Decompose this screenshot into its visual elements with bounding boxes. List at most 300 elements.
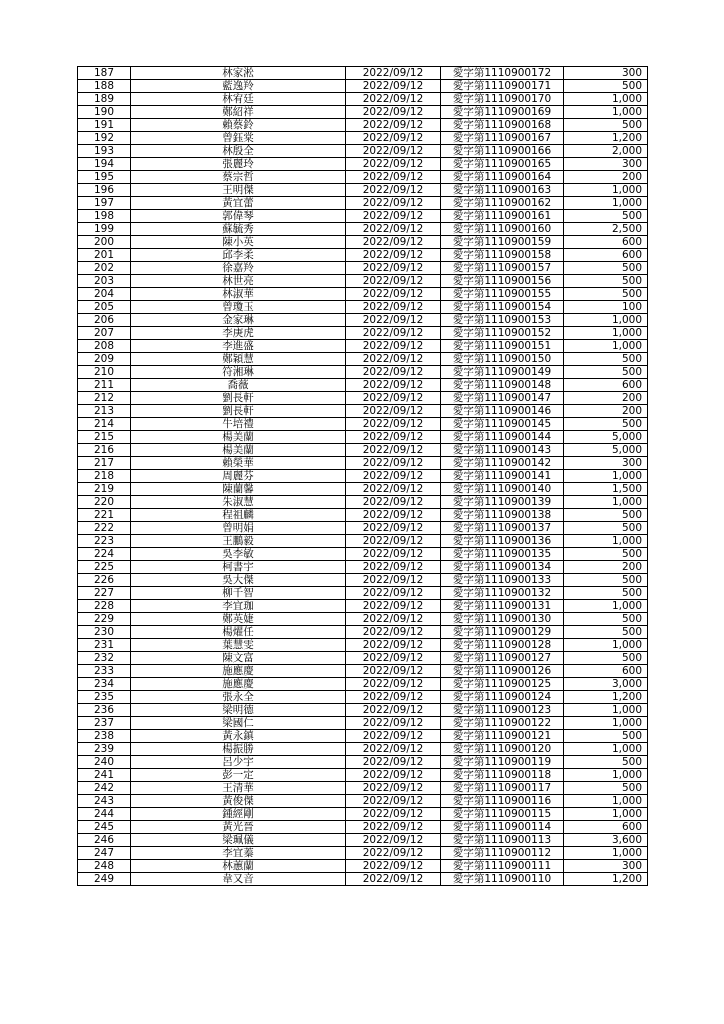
row-number-cell: 215 bbox=[78, 431, 131, 444]
donation-date-cell: 2022/09/12 bbox=[346, 80, 441, 93]
row-number-cell: 192 bbox=[78, 132, 131, 145]
donation-date-cell: 2022/09/12 bbox=[346, 470, 441, 483]
receipt-number-cell: 愛字第1110900157 bbox=[441, 262, 564, 275]
row-number-cell: 241 bbox=[78, 769, 131, 782]
row-number-cell: 232 bbox=[78, 652, 131, 665]
table-row bbox=[78, 132, 648, 145]
donor-name-cell: 陳小英 bbox=[131, 236, 346, 249]
receipt-number-cell: 愛字第1110900114 bbox=[441, 821, 564, 834]
donation-date-cell: 2022/09/12 bbox=[346, 717, 441, 730]
donor-name-cell: 吳李敏 bbox=[131, 548, 346, 561]
amount-cell: 1,200 bbox=[564, 873, 648, 886]
receipt-number-cell: 愛字第1110900156 bbox=[441, 275, 564, 288]
row-number-cell: 201 bbox=[78, 249, 131, 262]
receipt-number-cell: 愛字第1110900140 bbox=[441, 483, 564, 496]
amount-cell: 1,000 bbox=[564, 743, 648, 756]
row-number-cell: 191 bbox=[78, 119, 131, 132]
amount-cell: 500 bbox=[564, 262, 648, 275]
row-number-cell: 242 bbox=[78, 782, 131, 795]
donor-name-cell: 林世亮 bbox=[131, 275, 346, 288]
donation-date-cell: 2022/09/12 bbox=[346, 379, 441, 392]
donation-date-cell: 2022/09/12 bbox=[346, 197, 441, 210]
row-number-cell: 245 bbox=[78, 821, 131, 834]
table-row bbox=[78, 444, 648, 457]
donor-name-cell: 蔡宗哲 bbox=[131, 171, 346, 184]
amount-cell: 1,000 bbox=[564, 184, 648, 197]
receipt-number-cell: 愛字第1110900137 bbox=[441, 522, 564, 535]
table-row bbox=[78, 80, 648, 93]
donor-name-cell: 柳千智 bbox=[131, 587, 346, 600]
donation-date-cell: 2022/09/12 bbox=[346, 600, 441, 613]
table-row bbox=[78, 275, 648, 288]
receipt-number-cell: 愛字第1110900143 bbox=[441, 444, 564, 457]
donation-date-cell: 2022/09/12 bbox=[346, 444, 441, 457]
donation-date-cell: 2022/09/12 bbox=[346, 353, 441, 366]
donation-date-cell: 2022/09/12 bbox=[346, 119, 441, 132]
receipt-number-cell: 愛字第1110900130 bbox=[441, 613, 564, 626]
donation-date-cell: 2022/09/12 bbox=[346, 106, 441, 119]
table-row bbox=[78, 262, 648, 275]
donation-date-cell: 2022/09/12 bbox=[346, 652, 441, 665]
amount-cell: 100 bbox=[564, 301, 648, 314]
receipt-number-cell: 愛字第1110900126 bbox=[441, 665, 564, 678]
row-number-cell: 244 bbox=[78, 808, 131, 821]
donation-date-cell: 2022/09/12 bbox=[346, 730, 441, 743]
row-number-cell: 203 bbox=[78, 275, 131, 288]
receipt-number-cell: 愛字第1110900128 bbox=[441, 639, 564, 652]
donation-date-cell: 2022/09/12 bbox=[346, 405, 441, 418]
donation-table bbox=[77, 66, 648, 886]
donor-name-cell: 曾瓊玉 bbox=[131, 301, 346, 314]
donor-name-cell: 梁國仁 bbox=[131, 717, 346, 730]
receipt-number-cell: 愛字第1110900132 bbox=[441, 587, 564, 600]
donor-name-cell: 喬薇 bbox=[131, 379, 346, 392]
donation-date-cell: 2022/09/12 bbox=[346, 782, 441, 795]
amount-cell: 500 bbox=[564, 782, 648, 795]
donation-date-cell: 2022/09/12 bbox=[346, 522, 441, 535]
row-number-cell: 231 bbox=[78, 639, 131, 652]
receipt-number-cell: 愛字第1110900154 bbox=[441, 301, 564, 314]
donor-name-cell: 藍逸羚 bbox=[131, 80, 346, 93]
amount-cell: 200 bbox=[564, 405, 648, 418]
donation-date-cell: 2022/09/12 bbox=[346, 795, 441, 808]
row-number-cell: 202 bbox=[78, 262, 131, 275]
table-row bbox=[78, 782, 648, 795]
receipt-number-cell: 愛字第1110900141 bbox=[441, 470, 564, 483]
table-row bbox=[78, 691, 648, 704]
row-number-cell: 216 bbox=[78, 444, 131, 457]
receipt-number-cell: 愛字第1110900125 bbox=[441, 678, 564, 691]
donor-name-cell: 金家琳 bbox=[131, 314, 346, 327]
receipt-number-cell: 愛字第1110900164 bbox=[441, 171, 564, 184]
row-number-cell: 218 bbox=[78, 470, 131, 483]
table-row bbox=[78, 223, 648, 236]
donor-name-cell: 周麗芬 bbox=[131, 470, 346, 483]
table-row bbox=[78, 795, 648, 808]
donor-name-cell: 陳蘭馨 bbox=[131, 483, 346, 496]
amount-cell: 500 bbox=[564, 288, 648, 301]
donation-date-cell: 2022/09/12 bbox=[346, 561, 441, 574]
receipt-number-cell: 愛字第1110900167 bbox=[441, 132, 564, 145]
amount-cell: 500 bbox=[564, 119, 648, 132]
amount-cell: 3,600 bbox=[564, 834, 648, 847]
amount-cell: 1,000 bbox=[564, 197, 648, 210]
table-row bbox=[78, 93, 648, 106]
row-number-cell: 208 bbox=[78, 340, 131, 353]
table-row bbox=[78, 587, 648, 600]
row-number-cell: 194 bbox=[78, 158, 131, 171]
amount-cell: 1,000 bbox=[564, 327, 648, 340]
receipt-number-cell: 愛字第1110900161 bbox=[441, 210, 564, 223]
amount-cell: 600 bbox=[564, 236, 648, 249]
donation-date-cell: 2022/09/12 bbox=[346, 366, 441, 379]
table-row bbox=[78, 145, 648, 158]
row-number-cell: 217 bbox=[78, 457, 131, 470]
donation-date-cell: 2022/09/12 bbox=[346, 210, 441, 223]
receipt-number-cell: 愛字第1110900113 bbox=[441, 834, 564, 847]
table-row bbox=[78, 236, 648, 249]
donation-date-cell: 2022/09/12 bbox=[346, 678, 441, 691]
amount-cell: 200 bbox=[564, 561, 648, 574]
donor-name-cell: 鄭英婕 bbox=[131, 613, 346, 626]
table-row bbox=[78, 743, 648, 756]
table-row bbox=[78, 379, 648, 392]
row-number-cell: 187 bbox=[78, 67, 131, 80]
receipt-number-cell: 愛字第1110900148 bbox=[441, 379, 564, 392]
receipt-number-cell: 愛字第1110900146 bbox=[441, 405, 564, 418]
table-row bbox=[78, 301, 648, 314]
donation-date-cell: 2022/09/12 bbox=[346, 509, 441, 522]
table-row bbox=[78, 405, 648, 418]
donation-date-cell: 2022/09/12 bbox=[346, 587, 441, 600]
donor-name-cell: 郭偉琴 bbox=[131, 210, 346, 223]
row-number-cell: 227 bbox=[78, 587, 131, 600]
row-number-cell: 226 bbox=[78, 574, 131, 587]
row-number-cell: 200 bbox=[78, 236, 131, 249]
amount-cell: 1,000 bbox=[564, 470, 648, 483]
amount-cell: 300 bbox=[564, 67, 648, 80]
receipt-number-cell: 愛字第1110900165 bbox=[441, 158, 564, 171]
amount-cell: 1,000 bbox=[564, 808, 648, 821]
row-number-cell: 229 bbox=[78, 613, 131, 626]
table-row bbox=[78, 522, 648, 535]
donor-name-cell: 楊美蘭 bbox=[131, 444, 346, 457]
row-number-cell: 220 bbox=[78, 496, 131, 509]
row-number-cell: 197 bbox=[78, 197, 131, 210]
donation-date-cell: 2022/09/12 bbox=[346, 626, 441, 639]
donor-name-cell: 陳文富 bbox=[131, 652, 346, 665]
amount-cell: 5,000 bbox=[564, 431, 648, 444]
table-row bbox=[78, 652, 648, 665]
donation-date-cell: 2022/09/12 bbox=[346, 262, 441, 275]
donation-date-cell: 2022/09/12 bbox=[346, 860, 441, 873]
table-row bbox=[78, 873, 648, 886]
donation-date-cell: 2022/09/12 bbox=[346, 223, 441, 236]
receipt-number-cell: 愛字第1110900149 bbox=[441, 366, 564, 379]
donation-date-cell: 2022/09/12 bbox=[346, 457, 441, 470]
table-row bbox=[78, 67, 648, 80]
receipt-number-cell: 愛字第1110900171 bbox=[441, 80, 564, 93]
donation-date-cell: 2022/09/12 bbox=[346, 834, 441, 847]
donor-name-cell: 黃俊傑 bbox=[131, 795, 346, 808]
amount-cell: 200 bbox=[564, 171, 648, 184]
donor-name-cell: 李宜珈 bbox=[131, 600, 346, 613]
donor-name-cell: 李庚虎 bbox=[131, 327, 346, 340]
row-number-cell: 207 bbox=[78, 327, 131, 340]
table-row bbox=[78, 340, 648, 353]
donor-name-cell: 吳大傑 bbox=[131, 574, 346, 587]
table-row bbox=[78, 483, 648, 496]
receipt-number-cell: 愛字第1110900122 bbox=[441, 717, 564, 730]
amount-cell: 1,000 bbox=[564, 106, 648, 119]
donation-date-cell: 2022/09/12 bbox=[346, 158, 441, 171]
row-number-cell: 249 bbox=[78, 873, 131, 886]
donor-name-cell: 鄭穎慧 bbox=[131, 353, 346, 366]
donor-name-cell: 曾鈺棠 bbox=[131, 132, 346, 145]
receipt-number-cell: 愛字第1110900112 bbox=[441, 847, 564, 860]
receipt-number-cell: 愛字第1110900142 bbox=[441, 457, 564, 470]
receipt-number-cell: 愛字第1110900138 bbox=[441, 509, 564, 522]
table-row bbox=[78, 730, 648, 743]
donation-date-cell: 2022/09/12 bbox=[346, 574, 441, 587]
receipt-number-cell: 愛字第1110900118 bbox=[441, 769, 564, 782]
row-number-cell: 204 bbox=[78, 288, 131, 301]
amount-cell: 600 bbox=[564, 249, 648, 262]
amount-cell: 500 bbox=[564, 548, 648, 561]
table-row bbox=[78, 834, 648, 847]
receipt-number-cell: 愛字第1110900111 bbox=[441, 860, 564, 873]
table-row bbox=[78, 600, 648, 613]
donor-name-cell: 鄭紹祥 bbox=[131, 106, 346, 119]
receipt-number-cell: 愛字第1110900127 bbox=[441, 652, 564, 665]
table-row bbox=[78, 496, 648, 509]
donor-name-cell: 王鵬毅 bbox=[131, 535, 346, 548]
row-number-cell: 236 bbox=[78, 704, 131, 717]
donor-name-cell: 黃宜蕾 bbox=[131, 197, 346, 210]
donor-name-cell: 王明傑 bbox=[131, 184, 346, 197]
donation-date-cell: 2022/09/12 bbox=[346, 171, 441, 184]
amount-cell: 1,000 bbox=[564, 847, 648, 860]
row-number-cell: 196 bbox=[78, 184, 131, 197]
amount-cell: 1,000 bbox=[564, 795, 648, 808]
donor-name-cell: 柯書宇 bbox=[131, 561, 346, 574]
receipt-number-cell: 愛字第1110900135 bbox=[441, 548, 564, 561]
donation-date-cell: 2022/09/12 bbox=[346, 132, 441, 145]
table-row bbox=[78, 548, 648, 561]
donor-name-cell: 李進盛 bbox=[131, 340, 346, 353]
table-row bbox=[78, 314, 648, 327]
donation-date-cell: 2022/09/12 bbox=[346, 769, 441, 782]
table-row bbox=[78, 353, 648, 366]
row-number-cell: 234 bbox=[78, 678, 131, 691]
row-number-cell: 209 bbox=[78, 353, 131, 366]
amount-cell: 500 bbox=[564, 353, 648, 366]
amount-cell: 1,000 bbox=[564, 717, 648, 730]
receipt-number-cell: 愛字第1110900147 bbox=[441, 392, 564, 405]
table-row bbox=[78, 327, 648, 340]
donor-name-cell: 鍾經剛 bbox=[131, 808, 346, 821]
table-row bbox=[78, 249, 648, 262]
row-number-cell: 237 bbox=[78, 717, 131, 730]
donor-name-cell: 賴蔡鈴 bbox=[131, 119, 346, 132]
receipt-number-cell: 愛字第1110900134 bbox=[441, 561, 564, 574]
donor-name-cell: 黃永鎮 bbox=[131, 730, 346, 743]
donor-name-cell: 林蕙蘭 bbox=[131, 860, 346, 873]
donation-date-cell: 2022/09/12 bbox=[346, 236, 441, 249]
donation-date-cell: 2022/09/12 bbox=[346, 249, 441, 262]
row-number-cell: 211 bbox=[78, 379, 131, 392]
donor-name-cell: 韋又音 bbox=[131, 873, 346, 886]
donor-name-cell: 施應慶 bbox=[131, 665, 346, 678]
amount-cell: 500 bbox=[564, 756, 648, 769]
donation-date-cell: 2022/09/12 bbox=[346, 93, 441, 106]
row-number-cell: 235 bbox=[78, 691, 131, 704]
receipt-number-cell: 愛字第1110900121 bbox=[441, 730, 564, 743]
receipt-number-cell: 愛字第1110900162 bbox=[441, 197, 564, 210]
donation-date-cell: 2022/09/12 bbox=[346, 847, 441, 860]
amount-cell: 1,200 bbox=[564, 691, 648, 704]
receipt-number-cell: 愛字第1110900152 bbox=[441, 327, 564, 340]
amount-cell: 200 bbox=[564, 392, 648, 405]
row-number-cell: 214 bbox=[78, 418, 131, 431]
row-number-cell: 212 bbox=[78, 392, 131, 405]
donation-date-cell: 2022/09/12 bbox=[346, 314, 441, 327]
donor-name-cell: 劉長軒 bbox=[131, 392, 346, 405]
table-row bbox=[78, 366, 648, 379]
amount-cell: 500 bbox=[564, 587, 648, 600]
receipt-number-cell: 愛字第1110900116 bbox=[441, 795, 564, 808]
row-number-cell: 246 bbox=[78, 834, 131, 847]
donation-date-cell: 2022/09/12 bbox=[346, 327, 441, 340]
donation-date-cell: 2022/09/12 bbox=[346, 67, 441, 80]
row-number-cell: 190 bbox=[78, 106, 131, 119]
receipt-number-cell: 愛字第1110900153 bbox=[441, 314, 564, 327]
table-row bbox=[78, 847, 648, 860]
row-number-cell: 193 bbox=[78, 145, 131, 158]
donor-name-cell: 曾明娟 bbox=[131, 522, 346, 535]
donor-name-cell: 王清華 bbox=[131, 782, 346, 795]
donation-date-cell: 2022/09/12 bbox=[346, 821, 441, 834]
receipt-number-cell: 愛字第1110900131 bbox=[441, 600, 564, 613]
amount-cell: 1,000 bbox=[564, 496, 648, 509]
donor-name-cell: 林淑華 bbox=[131, 288, 346, 301]
table-row bbox=[78, 158, 648, 171]
table-row bbox=[78, 717, 648, 730]
row-number-cell: 240 bbox=[78, 756, 131, 769]
receipt-number-cell: 愛字第1110900133 bbox=[441, 574, 564, 587]
donation-date-cell: 2022/09/12 bbox=[346, 145, 441, 158]
donation-date-cell: 2022/09/12 bbox=[346, 535, 441, 548]
amount-cell: 500 bbox=[564, 522, 648, 535]
donation-date-cell: 2022/09/12 bbox=[346, 418, 441, 431]
donor-name-cell: 朱淑慧 bbox=[131, 496, 346, 509]
amount-cell: 600 bbox=[564, 665, 648, 678]
donation-date-cell: 2022/09/12 bbox=[346, 873, 441, 886]
amount-cell: 1,000 bbox=[564, 600, 648, 613]
receipt-number-cell: 愛字第1110900150 bbox=[441, 353, 564, 366]
donor-name-cell: 林殷全 bbox=[131, 145, 346, 158]
amount-cell: 300 bbox=[564, 457, 648, 470]
amount-cell: 500 bbox=[564, 418, 648, 431]
receipt-number-cell: 愛字第1110900120 bbox=[441, 743, 564, 756]
amount-cell: 1,000 bbox=[564, 704, 648, 717]
row-number-cell: 228 bbox=[78, 600, 131, 613]
donor-name-cell: 林家淞 bbox=[131, 67, 346, 80]
table-row bbox=[78, 860, 648, 873]
amount-cell: 300 bbox=[564, 158, 648, 171]
receipt-number-cell: 愛字第1110900169 bbox=[441, 106, 564, 119]
receipt-number-cell: 愛字第1110900151 bbox=[441, 340, 564, 353]
donation-date-cell: 2022/09/12 bbox=[346, 340, 441, 353]
donor-name-cell: 彭一定 bbox=[131, 769, 346, 782]
donor-name-cell: 程祖麟 bbox=[131, 509, 346, 522]
receipt-number-cell: 愛字第1110900144 bbox=[441, 431, 564, 444]
row-number-cell: 222 bbox=[78, 522, 131, 535]
row-number-cell: 243 bbox=[78, 795, 131, 808]
donor-name-cell: 葉慧雯 bbox=[131, 639, 346, 652]
receipt-number-cell: 愛字第1110900117 bbox=[441, 782, 564, 795]
row-number-cell: 247 bbox=[78, 847, 131, 860]
donation-date-cell: 2022/09/12 bbox=[346, 808, 441, 821]
amount-cell: 500 bbox=[564, 366, 648, 379]
amount-cell: 300 bbox=[564, 860, 648, 873]
row-number-cell: 223 bbox=[78, 535, 131, 548]
donation-date-cell: 2022/09/12 bbox=[346, 743, 441, 756]
row-number-cell: 230 bbox=[78, 626, 131, 639]
donation-date-cell: 2022/09/12 bbox=[346, 691, 441, 704]
receipt-number-cell: 愛字第1110900124 bbox=[441, 691, 564, 704]
row-number-cell: 233 bbox=[78, 665, 131, 678]
amount-cell: 500 bbox=[564, 626, 648, 639]
row-number-cell: 238 bbox=[78, 730, 131, 743]
donation-date-cell: 2022/09/12 bbox=[346, 665, 441, 678]
donor-name-cell: 張麗玲 bbox=[131, 158, 346, 171]
receipt-number-cell: 愛字第1110900139 bbox=[441, 496, 564, 509]
receipt-number-cell: 愛字第1110900166 bbox=[441, 145, 564, 158]
donation-table-body bbox=[78, 67, 648, 886]
amount-cell: 500 bbox=[564, 574, 648, 587]
donation-date-cell: 2022/09/12 bbox=[346, 301, 441, 314]
row-number-cell: 221 bbox=[78, 509, 131, 522]
row-number-cell: 195 bbox=[78, 171, 131, 184]
amount-cell: 5,000 bbox=[564, 444, 648, 457]
amount-cell: 500 bbox=[564, 652, 648, 665]
receipt-number-cell: 愛字第1110900155 bbox=[441, 288, 564, 301]
donation-date-cell: 2022/09/12 bbox=[346, 431, 441, 444]
table-row bbox=[78, 119, 648, 132]
amount-cell: 1,500 bbox=[564, 483, 648, 496]
table-row bbox=[78, 678, 648, 691]
table-row bbox=[78, 418, 648, 431]
donation-date-cell: 2022/09/12 bbox=[346, 288, 441, 301]
donation-date-cell: 2022/09/12 bbox=[346, 548, 441, 561]
row-number-cell: 206 bbox=[78, 314, 131, 327]
donor-name-cell: 林宥廷 bbox=[131, 93, 346, 106]
donor-name-cell: 黃光晉 bbox=[131, 821, 346, 834]
amount-cell: 1,000 bbox=[564, 340, 648, 353]
donor-name-cell: 蘇毓秀 bbox=[131, 223, 346, 236]
amount-cell: 500 bbox=[564, 613, 648, 626]
donor-name-cell: 呂少宇 bbox=[131, 756, 346, 769]
receipt-number-cell: 愛字第1110900163 bbox=[441, 184, 564, 197]
receipt-number-cell: 愛字第1110900145 bbox=[441, 418, 564, 431]
row-number-cell: 210 bbox=[78, 366, 131, 379]
table-row bbox=[78, 639, 648, 652]
table-row bbox=[78, 171, 648, 184]
table-row bbox=[78, 288, 648, 301]
amount-cell: 500 bbox=[564, 210, 648, 223]
receipt-number-cell: 愛字第1110900168 bbox=[441, 119, 564, 132]
